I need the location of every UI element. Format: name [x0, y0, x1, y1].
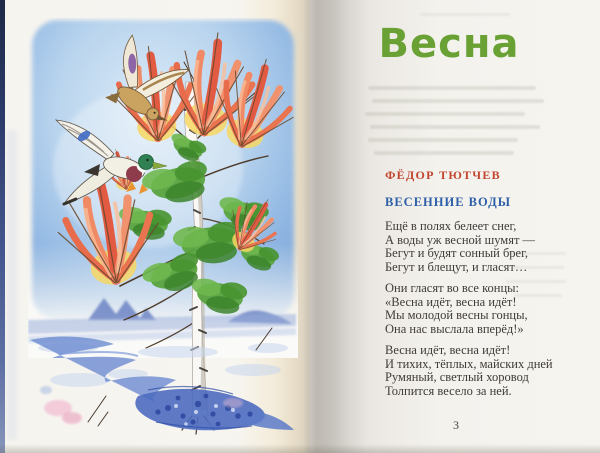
poem-line: А воды уж весной шумят — — [385, 232, 536, 247]
page-bleed-through — [7, 130, 17, 440]
page-bleed-through — [372, 99, 544, 103]
poem-line: Ещё в полях белеет снег, — [385, 219, 517, 233]
page-bleed-through — [368, 86, 536, 90]
poem-line: Толпится весело за ней. — [385, 383, 512, 398]
page-bleed-through — [365, 112, 525, 116]
poem-line: Румяный, светлый хоровод — [385, 370, 529, 384]
poem-line: Бегут и будят сонный брег, — [385, 246, 528, 260]
spring-illustration — [28, 18, 298, 438]
left-page — [5, 0, 310, 453]
section-title: Весна — [378, 21, 520, 67]
stanza — [385, 282, 553, 336]
poem-line: Мы молодой весны гонцы, — [385, 308, 528, 322]
poem-line: Весна идёт, весна идёт! — [385, 343, 511, 357]
photo-bottom-shadow — [0, 444, 600, 453]
poem-author: ФЁДОР ТЮТЧЕВ — [385, 168, 501, 182]
poem-title: ВЕСЕННИЕ ВОДЫ — [385, 195, 511, 209]
page-bleed-through — [420, 13, 510, 16]
poem-line: Бегут и блещут, и гласят… — [385, 259, 528, 274]
page-bleed-through — [374, 151, 514, 155]
stanza — [385, 344, 553, 398]
page-bleed-through — [370, 125, 540, 129]
poem-line: Она нас выслала вперёд!» — [385, 321, 524, 336]
right-page — [310, 0, 600, 453]
poem-line: Они гласят во все концы: — [385, 281, 520, 295]
poem-text — [385, 220, 553, 406]
poem-line: И тихих, тёплых, майских дней — [385, 356, 553, 371]
poem-line: «Весна идёт, весна идёт! — [385, 294, 517, 309]
page-number: 3 — [453, 418, 459, 432]
stanza — [385, 220, 553, 274]
page-bleed-through — [368, 138, 518, 142]
